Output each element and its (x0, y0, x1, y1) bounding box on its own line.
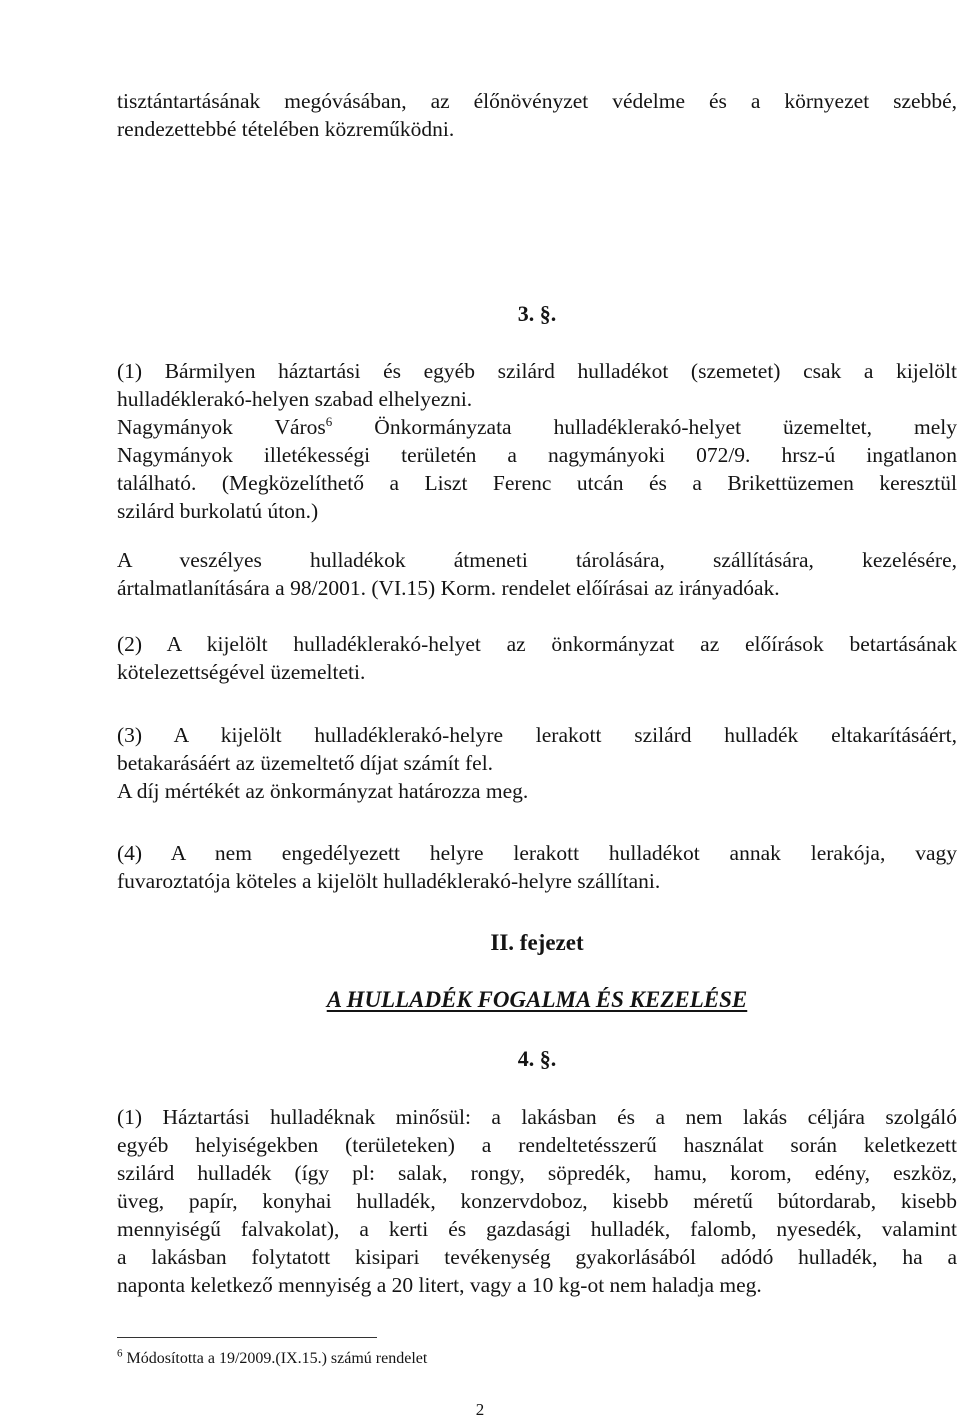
text-line: rendezettebbé tételében közreműködni. (117, 117, 455, 141)
text-line: (2) A kijelölt hulladéklerakó-helyet az önkormányzat az előírások betartásának (117, 632, 957, 656)
text-line: (1) Bármilyen háztartási és egyéb szilárd hulladékot (szemetet) csak a kijelölt (117, 359, 957, 383)
footnote-text: Módosította a 19/2009.(IX.15.) számú rendelet (126, 1350, 428, 1367)
text-line: egyéb helyiségekben (területeken) a rendeltetésszerű használat során keletkezett (117, 1133, 957, 1157)
text-line: (3) A kijelölt hulladéklerakó-helyre lerakott szilárd hulladék eltakarításáért, (117, 723, 957, 747)
text-line: ártalmatlanítására a 98/2001. (VI.15) Korm. rendelet előírásai az irányadóak. (117, 576, 780, 600)
section-4-heading: 4. §. (517, 1046, 557, 1071)
footnote-marker: 6 (117, 1347, 123, 1360)
text-line (117, 413, 957, 441)
section-3-paragraph-4 (117, 839, 957, 895)
chapter-title: A HULLADÉK FOGALMA ÉS KEZELÉSE (326, 987, 748, 1012)
section-4-paragraph-1 (117, 1103, 957, 1299)
text-line: fuvaroztatója köteles a kijelölt hulladéklerakó-helyre szállítani. (117, 869, 661, 893)
text-line: A díj mértékét az önkormányzat határozza meg. (117, 779, 529, 803)
section-3-paragraph-1 (117, 357, 957, 525)
text-line: Nagymányok illetékességi területén a nagymányoki 072/9. hrsz-ú ingatlanon (117, 443, 957, 467)
section-3-paragraph-3 (117, 721, 957, 805)
page-number: 2 (475, 1400, 485, 1419)
text-line: szilárd hulladék (így pl: salak, rongy, söpredék, hamu, korom, edény, eszköz, (117, 1161, 957, 1185)
hazardous-waste-paragraph (117, 546, 957, 602)
text-line: A veszélyes hulladékok átmeneti tárolására, szállítására, kezelésére, (117, 548, 957, 572)
footnote-reference: 6 (325, 413, 333, 429)
text-line: (1) Háztartási hulladéknak minősül: a lakásban és a nem lakás céljára szolgáló (117, 1105, 957, 1129)
text-line: naponta keletkező mennyiség a 20 litert, vagy a 10 kg-ot nem haladja meg. (117, 1273, 762, 1297)
section-3-heading: 3. §. (517, 301, 557, 326)
text-line: szilárd burkolatú úton.) (117, 499, 319, 523)
text-line: a lakásban folytatott kisipari tevékenység gyakorlásából adódó hulladék, ha a (117, 1245, 957, 1269)
text-line: kötelezettségével üzemelteti. (117, 660, 366, 684)
footnote-divider (117, 1337, 377, 1338)
footnote (117, 1349, 427, 1369)
text-line: üveg, papír, konyhai hulladék, konzervdoboz, kisebb méretű bútordarab, kisebb (117, 1189, 957, 1213)
text-fragment: Önkormányzata hulladéklerakó-helyet üzemeltet, mely (332, 415, 957, 439)
text-line: (4) A nem engedélyezett helyre lerakott hulladékot annak lerakója, vagy (117, 841, 957, 865)
text-line: hulladéklerakó-helyen szabad elhelyezni. (117, 387, 473, 411)
section-3-paragraph-2 (117, 630, 957, 686)
intro-paragraph (117, 87, 957, 143)
text-line: tisztántartásának megóvásában, az élőnövényzet védelme és a környezet szebbé, (117, 89, 957, 113)
text-fragment: Nagymányok Város (117, 415, 326, 439)
chapter-number: II. fejezet (490, 930, 584, 955)
text-line: található. (Megközelíthető a Liszt Ferenc utcán és a Brikettüzemen keresztül (117, 471, 957, 495)
text-line: betakarásáért az üzemeltető díjat számít fel. (117, 751, 494, 775)
text-line: mennyiségű falvakolat), a kerti és gazdasági hulladék, falomb, nyesedék, valamint (117, 1217, 957, 1241)
